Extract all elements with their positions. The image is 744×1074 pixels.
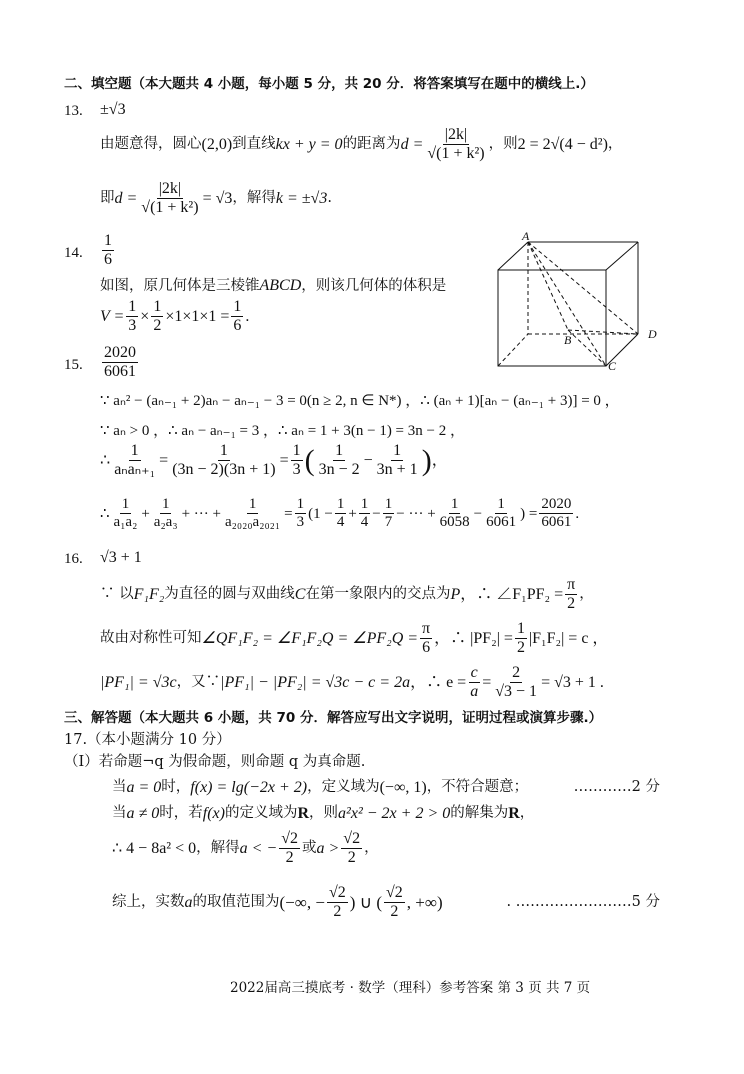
q15-line2: ∵ aₙ > 0 ，∴ aₙ − aₙ₋₁ = 3 ，∴ aₙ = 1 + 3(n − 1) = 3n − 2 ， (100, 423, 465, 439)
text: ， (607, 136, 623, 153)
q17-part1: （Ⅰ）若命题¬q 为假命题，则命题 q 为真命题. (64, 754, 366, 770)
q16-number: 16. (64, 551, 83, 567)
q15-answer: $\frac{2020}{6061}$ (104, 344, 136, 381)
q16-line3: |PF₁| = √3c ，又∵ |PF₁| − |PF₂| = √3c − c = 2a ，∴ e = $\frac{c}{a}$ = $\frac{2}{√3 - 1}$ = √3 + 1 . (100, 664, 604, 701)
q17-line4: ∴ 4 − 8a² < 0 ，解得 a < − $\frac{√2}{2}$ 或 a > $\frac{√2}{2}$ ， (112, 830, 379, 867)
fraction: $\frac{|2k|}{\text{√(1 + k²)}}$ (141, 180, 199, 217)
q14-number: 14. (64, 245, 83, 261)
score: …………2 分 (573, 778, 660, 795)
q14-volume: V = $\frac{1}{3}$ × $\frac{1}{2}$ ×1×1×1 = $\frac{1}{6}$ . (100, 298, 250, 335)
q17-title: 17.（本小题满分 10 分） (64, 732, 231, 748)
math: k = ±√3 (275, 190, 328, 208)
q14-line1 (100, 276, 446, 295)
q13-answer: ±√3 (100, 101, 126, 118)
label-D: D (648, 327, 657, 341)
text: 的距离为 (342, 136, 401, 153)
label-A: A (522, 232, 530, 243)
q17-line2: 当 a = 0 时， f(x) = lg(−2x + 2) ，定义域为 (−∞, 1) ，不符合题意； …………2 分 (112, 778, 660, 796)
math: d = (114, 190, 138, 208)
math: kx + y = 0 (275, 136, 343, 154)
q16-line2: 故由对称性可知 ∠QF₁F₂ = ∠F₁F₂Q = ∠PF₂Q = $\frac{\pi}{6}$ ，∴ |PF₂| = $\frac{1}{2}$ |F₁F₂| = c ， (100, 620, 609, 657)
q15-number: 15. (64, 357, 83, 373)
math: 2 = 2√(4 − d²) (517, 136, 608, 154)
q13-line1 (100, 126, 622, 164)
q15-line1: ∵ aₙ² − (aₙ₋₁ + 2)aₙ − aₙ₋₁ − 3 = 0(n ≥ 2, n ∈ N*) ，∴ (aₙ + 1)[aₙ − (aₙ₋₁ + 3)] = 0 ， (100, 393, 620, 409)
math: d = (400, 136, 424, 154)
text: 如图，原几何体是三棱锥 (100, 278, 260, 294)
math: (2,0) (201, 136, 233, 154)
q16-answer: √3 + 1 (100, 549, 142, 566)
q16-line1: ∵ 以 F₁F₂ 为直径的圆与双曲线 C 在第一象限内的交点为 P ，∴ ∠F₁PF₂ = $\frac{\pi}{2}$ ， (100, 576, 594, 613)
math: ABCD (259, 277, 302, 294)
math: = √3 (202, 190, 233, 208)
cube-figure (490, 232, 670, 372)
page-footer: 2022届高三摸底考 · 数学（理科）参考答案 第 3 页 共 7 页 (230, 980, 591, 996)
label-B: B (564, 333, 572, 347)
q15-line4: ∴ $\frac{1}{\text{a₁a₂}}$ + $\frac{1}{\text{a₂a₃}}$ + ··· + $\frac{1}{\text{a₂₀₂₀a₂₀₂₁}}$ = $\frac{1}{3}$ (1 − $\frac{1}{4}$ + $\frac{1}{4}$ − $\frac{1}{7}$ − ··· + $\frac{1}{6058}$ − $\frac{1}{6061}$ ) = $\frac{2020}{6061}$ . (100, 496, 580, 531)
q13-number: 13. (64, 103, 83, 119)
text: 到直线 (232, 136, 276, 153)
section-2-header: 二、填空题（本大题共 4 小题，每小题 5 分，共 20 分．将答案填写在题中的横线上.） (64, 76, 594, 92)
label-C: C (608, 359, 617, 372)
q17-line5: 综上，实数 a 的取值范围为 (−∞, − $\frac{√2}{2}$ ) ∪ ( $\frac{√2}{2}$ , +∞) . ……………………5 分 (112, 884, 660, 921)
score: . ……………………5 分 (506, 894, 660, 911)
q13-line2 (100, 180, 332, 218)
text: ，则 (488, 136, 518, 153)
math: V = (100, 308, 125, 326)
q14-answer: $\frac{1}{6}$ (104, 232, 112, 269)
fraction: $\frac{|2k|}{\text{√(1 + k²)}}$ (427, 126, 485, 163)
section-3-header: 三、解答题（本大题共 6 小题，共 70 分．解答应写出文字说明，证明过程或演算步骤.） (64, 710, 603, 726)
text: ，解得 (232, 190, 276, 207)
text: ，则该几何体的体积是 (301, 278, 447, 294)
q17-line3: 当 a ≠ 0 时，若 f(x) 的定义域为 R ，则 a²x² − 2x + 2 > 0 的解集为 R ， (112, 804, 535, 822)
text: 由题意得，圆心 (100, 136, 202, 153)
text: 即 (100, 190, 115, 207)
q15-line3: ∴ $\frac{1}{\text{aₙaₙ₊₁}}$ = $\frac{1}{(3n - 2)(3n + 1)}$ = $\frac{1}{3}$ ( $\frac{1}{3n - 2}$ − $\frac{1}{3n + 1}$ ) ， (100, 442, 448, 479)
text: . (327, 190, 332, 207)
